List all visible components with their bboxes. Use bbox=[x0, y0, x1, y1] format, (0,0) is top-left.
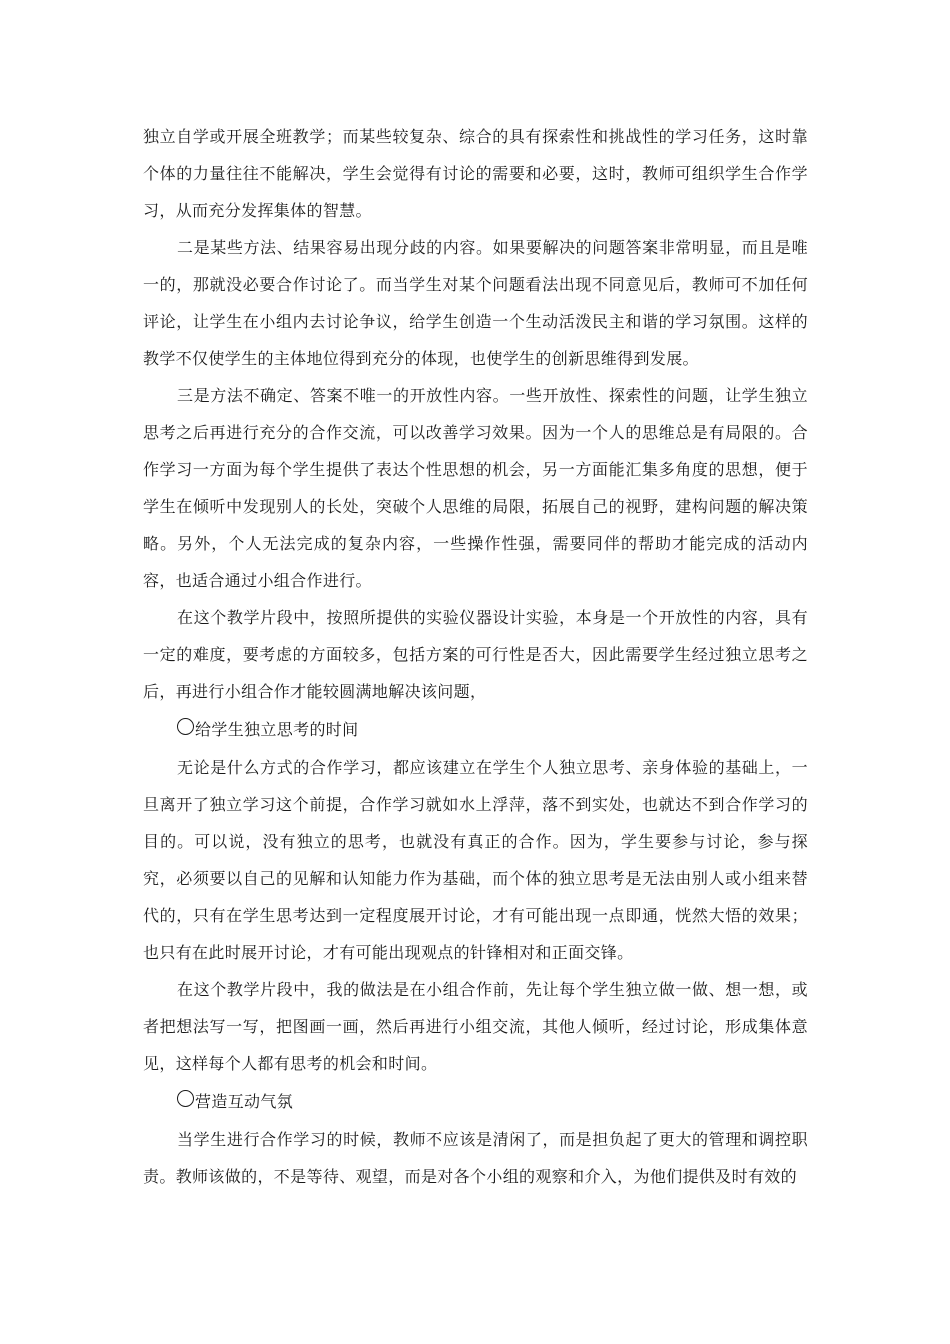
paragraph-5: 无论是什么方式的合作学习，都应该建立在学生个人独立思考、亲身体验的基础上，一旦离开了独立学习这个前提，合作学习就如水上浮萍，落不到实处，也就达不到合作学习的目的。可以说，没有独立的思考，也就没有真正的合作。因为，学生要参与讨论，参与探究，必须要以自己的见解和认知能力作为基础，而个体的独立思考是无法由别人或小组来替代的，只有在学生思考达到一定程度展开讨论，才有可能出现一点即通，恍然大悟的效果；也只有在此时展开讨论，才有可能出现观点的针锋相对和正面交锋。 bbox=[143, 758, 808, 962]
section-heading-text: 给学生独立思考的时间 bbox=[195, 720, 359, 739]
paragraph-2: 二是某些方法、结果容易出现分歧的内容。如果要解决的问题答案非常明显，而且是唯一的，那就没必要合作讨论了。而当学生对某个问题看法出现不同意见后，教师可不加任何评论，让学生在小组内去讨论争议，给学生创造一个生动活泼民主和谐的学习氛围。这样的教学不仅使学生的主体地位得到充分的体现，也使学生的创新思维得到发展。 bbox=[143, 238, 808, 368]
circle-icon bbox=[177, 718, 194, 735]
section-heading-text: 营造互动气氛 bbox=[195, 1092, 294, 1111]
section-heading-independent-thinking bbox=[143, 711, 808, 748]
circle-icon bbox=[177, 1090, 194, 1107]
section-heading-interactive-atmosphere bbox=[143, 1083, 808, 1120]
paragraph-7: 当学生进行合作学习的时候，教师不应该是清闲了，而是担负起了更大的管理和调控职责。教师该做的，不是等待、观望，而是对各个小组的观察和介入，为他们提供及时有效的 bbox=[143, 1130, 808, 1186]
document-page bbox=[143, 118, 808, 1195]
paragraph-6: 在这个教学片段中，我的做法是在小组合作前，先让每个学生独立做一做、想一想，或者把想法写一写，把图画一画，然后再进行小组交流，其他人倾听，经过讨论，形成集体意见，这样每个人都有思考的机会和时间。 bbox=[143, 980, 808, 1073]
paragraph-1: 独立自学或开展全班教学；而某些较复杂、综合的具有探索性和挑战性的学习任务，这时靠个体的力量往往不能解决，学生会觉得有讨论的需要和必要，这时，教师可组织学生合作学习，从而充分发挥集体的智慧。 bbox=[143, 127, 808, 220]
paragraph-4: 在这个教学片段中，按照所提供的实验仪器设计实验，本身是一个开放性的内容，具有一定的难度，要考虑的方面较多，包括方案的可行性是否大，因此需要学生经过独立思考之后，再进行小组合作才能较圆满地解决该问题， bbox=[143, 608, 808, 701]
paragraph-3: 三是方法不确定、答案不唯一的开放性内容。一些开放性、探索性的问题，让学生独立思考之后再进行充分的合作交流，可以改善学习效果。因为一个人的思维总是有局限的。合作学习一方面为每个学生提供了表达个性思想的机会，另一方面能汇集多角度的思想，便于学生在倾听中发现别人的长处，突破个人思维的局限，拓展自己的视野，建构问题的解决策略。另外，个人无法完成的复杂内容，一些操作性强，需要同伴的帮助才能完成的活动内容，也适合通过小组合作进行。 bbox=[143, 386, 808, 590]
